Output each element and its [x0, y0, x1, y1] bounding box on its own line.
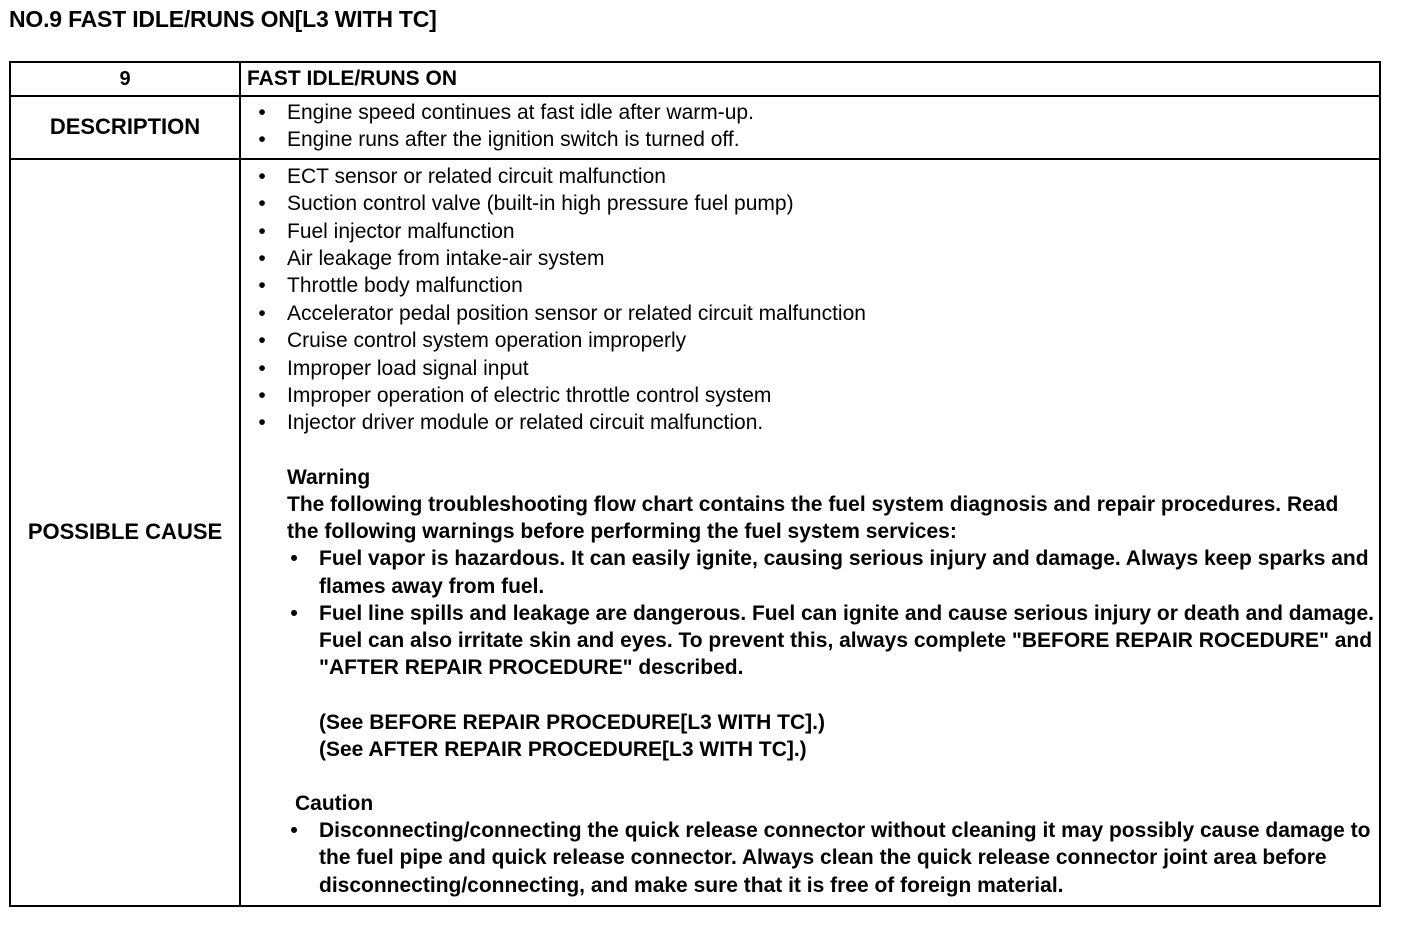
list-item: [241, 409, 1379, 436]
list-item: [287, 817, 1379, 899]
list-item: [241, 272, 1379, 299]
list-item: [241, 99, 1379, 126]
list-item: [241, 327, 1379, 354]
list-item: [241, 126, 1379, 153]
bullet-icon: •: [258, 274, 266, 298]
description-row: [10, 96, 1380, 159]
bullet-icon: •: [258, 301, 266, 325]
list-item-text: Throttle body malfunction: [287, 274, 523, 298]
description-list: [241, 99, 1379, 154]
spacer: [241, 899, 1379, 905]
bullet-icon: •: [258, 329, 266, 353]
list-item-text: Fuel injector malfunction: [287, 219, 515, 243]
list-item-text: Fuel vapor is hazardous. It can easily ignite, causing serious injury and damage. Always keep sparks and flames away from fuel.: [319, 547, 1369, 598]
bullet-icon: •: [258, 101, 266, 124]
list-item: [287, 545, 1379, 599]
list-item-text: ECT sensor or related circuit malfunction: [287, 164, 666, 188]
see-references: [287, 709, 1379, 763]
see-before-repair-link[interactable]: (See BEFORE REPAIR PROCEDURE[L3 WITH TC].): [319, 710, 825, 734]
list-item-text: Air leakage from intake-air system: [287, 247, 605, 271]
list-item-text: Engine runs after the ignition switch is turned off.: [287, 128, 740, 152]
list-item: [241, 190, 1379, 217]
table-header-row: [10, 62, 1380, 96]
list-item-text: Suction control valve (built-in high pressure fuel pump): [287, 192, 794, 216]
bullet-icon: •: [258, 164, 266, 188]
warning-block: [287, 464, 1379, 763]
list-item: [241, 355, 1379, 382]
bullet-icon: •: [290, 547, 298, 571]
bullet-icon: •: [258, 384, 266, 408]
list-item: [241, 218, 1379, 245]
possible-cause-row: [10, 159, 1380, 906]
bullet-icon: •: [258, 411, 266, 435]
description-content: [240, 96, 1380, 159]
caution-list: [287, 817, 1379, 899]
caution-block: [287, 790, 1379, 899]
list-item: [287, 600, 1379, 682]
list-item-text: Injector driver module or related circuit malfunction.: [287, 411, 764, 435]
header-title: FAST IDLE/RUNS ON: [240, 62, 1380, 96]
page-title: NO.9 FAST IDLE/RUNS ON[L3 WITH TC]: [9, 6, 437, 32]
description-label: DESCRIPTION: [10, 96, 240, 159]
possible-cause-content: [240, 159, 1380, 906]
list-item-text: Improper load signal input: [287, 356, 529, 380]
warning-heading: Warning: [287, 465, 371, 489]
list-item-text: Accelerator pedal position sensor or related circuit malfunction: [287, 301, 866, 325]
diagnosis-table: [9, 61, 1381, 907]
bullet-icon: •: [258, 356, 266, 380]
bullet-icon: •: [258, 192, 266, 216]
warning-list: [287, 545, 1379, 681]
warning-intro: The following troubleshooting flow chart contains the fuel system diagnosis and repair procedures. Read the following warnings before performing the fuel system services:: [287, 493, 1339, 544]
list-item: [241, 245, 1379, 272]
list-item: [241, 163, 1379, 190]
caution-heading: Caution: [295, 791, 374, 815]
list-item-text: Improper operation of electric throttle control system: [287, 384, 772, 408]
bullet-icon: •: [290, 601, 298, 625]
list-item-text: Cruise control system operation improperly: [287, 329, 687, 353]
list-item-text: Engine speed continues at fast idle after warm-up.: [287, 101, 754, 124]
list-item: [241, 300, 1379, 327]
header-number: 9: [10, 62, 240, 96]
bullet-icon: •: [258, 247, 266, 271]
bullet-icon: •: [258, 219, 266, 243]
bullet-icon: •: [258, 128, 266, 152]
bullet-icon: •: [290, 819, 298, 843]
list-item: [241, 382, 1379, 409]
list-item-text: Disconnecting/connecting the quick release connector without cleaning it may possibly cause damage to the fuel pipe and quick release connector. Always clean the quick release connector joint area before disconnecting/connecting, and make sure that it is free of foreign material.: [319, 819, 1371, 897]
possible-cause-list: [241, 163, 1379, 437]
list-item-text: Fuel line spills and leakage are dangerous. Fuel can ignite and cause serious injury or death and damage. Fuel can also irritate skin and eyes. To prevent this, always complete "BEFORE REPAIR ROCEDURE" and "AFTER REPAIR PROCEDURE" described.: [319, 601, 1374, 680]
possible-cause-label: POSSIBLE CAUSE: [10, 159, 240, 906]
see-after-repair-link[interactable]: (See AFTER REPAIR PROCEDURE[L3 WITH TC].): [319, 737, 807, 761]
